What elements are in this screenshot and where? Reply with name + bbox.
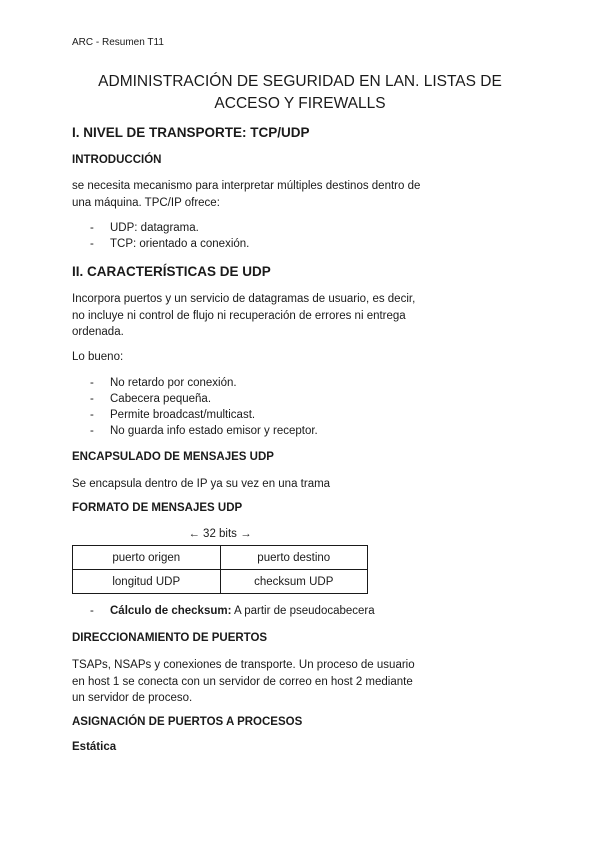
good-list: [90, 375, 318, 439]
udp-line-1: Incorpora puertos y un servicio de datagramas de usuario, es decir,: [72, 293, 416, 305]
bullet-dash: -: [90, 605, 94, 617]
document-title: [60, 71, 540, 115]
title-line-1: ADMINISTRACIÓN DE SEGURIDAD EN LAN. LISTAS DE: [98, 73, 502, 90]
assign-heading: ASIGNACIÓN DE PUERTOS A PROCESOS: [72, 716, 303, 728]
section-2-heading: II. CARACTERÍSTICAS DE UDP: [72, 264, 271, 279]
static-heading: Estática: [72, 741, 117, 753]
list-item: - Permite broadcast/multicast.: [90, 407, 318, 423]
ports-line-1: TSAPs, NSAPs y conexiones de transporte. Un proceso de usuario: [72, 659, 415, 671]
title-line-2: ACCESO Y FIREWALLS: [214, 95, 386, 112]
table-row: [73, 546, 368, 570]
good-label: Lo bueno:: [72, 351, 124, 363]
section-1-heading: I. NIVEL DE TRANSPORTE: TCP/UDP: [72, 125, 310, 140]
checksum-label: Cálculo de checksum:: [110, 605, 232, 617]
udp-line-2: no incluye ni control de flujo ni recuperación de errores ni entrega: [72, 309, 406, 322]
table-cell: puerto destino: [220, 546, 368, 570]
intro-heading: INTRODUCCIÓN: [72, 154, 162, 166]
encap-heading: ENCAPSULADO DE MENSAJES UDP: [72, 451, 274, 463]
table-row: [73, 570, 368, 594]
ports-paragraph: [72, 657, 452, 707]
checksum-text: A partir de pseudocabecera: [231, 605, 375, 617]
list-item: - No retardo por conexión.: [90, 375, 318, 391]
bits-label: ← 32 bits →: [188, 528, 252, 540]
table-cell: longitud UDP: [73, 570, 221, 594]
udp-format-table: [72, 545, 368, 594]
ports-line-3: un servidor de proceso.: [72, 692, 193, 704]
ports-line-2: en host 1 se conecta con un servidor de correo en host 2 mediante: [72, 675, 413, 688]
format-heading: FORMATO DE MENSAJES UDP: [72, 502, 243, 514]
list-item: - UDP: datagrama.: [90, 220, 249, 236]
encap-text: Se encapsula dentro de IP ya su vez en una trama: [72, 478, 331, 490]
udp-description: [72, 291, 452, 341]
udp-line-3: ordenada.: [72, 326, 124, 338]
list-item: - Cabecera pequeña.: [90, 391, 318, 407]
intro-line-1: se necesita mecanismo para interpretar múltiples destinos dentro de: [72, 180, 421, 192]
checksum-item: [90, 605, 375, 617]
table-cell: checksum UDP: [220, 570, 368, 594]
intro-line-2: una máquina. TPC/IP ofrece:: [72, 196, 220, 209]
protocol-list: [90, 220, 249, 252]
intro-paragraph: [72, 178, 452, 211]
page-header: ARC - Resumen T11: [72, 37, 164, 48]
list-item: - TCP: orientado a conexión.: [90, 236, 249, 252]
list-item: - No guarda info estado emisor y receptor.: [90, 423, 318, 439]
table-cell: puerto origen: [73, 546, 221, 570]
ports-heading: DIRECCIONAMIENTO DE PUERTOS: [72, 632, 268, 644]
